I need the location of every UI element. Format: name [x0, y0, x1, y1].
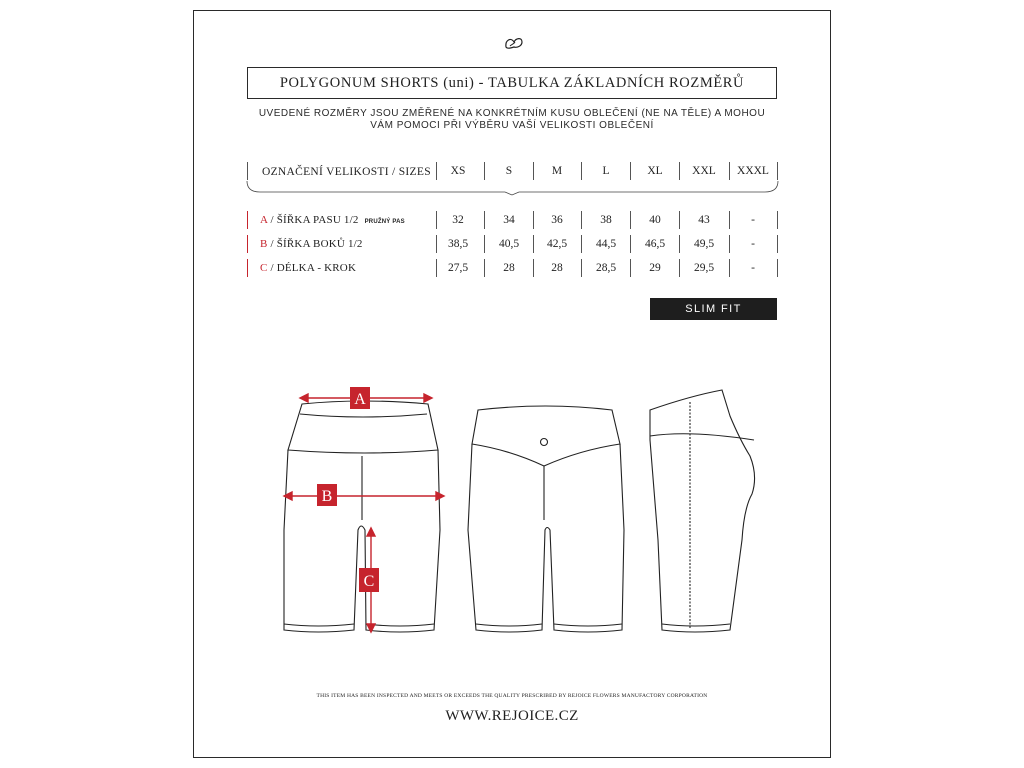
row-label-text: / DÉLKA - KROK — [267, 262, 357, 274]
row-letter: B — [260, 238, 268, 250]
table-cell: - — [751, 238, 755, 250]
table-cell: 34 — [503, 214, 515, 226]
website-link[interactable]: WWW.REJOICE.CZ — [445, 708, 579, 724]
subtitle-line-1: UVEDENÉ ROZMĚRY JSOU ZMĚŘENÉ NA KONKRÉTNÍM KUSU OBLEČENÍ (NE NA TĚLE) A MOHOU — [258, 108, 766, 119]
size-header-l: L — [602, 165, 610, 177]
subtitle-line-2: VÁM POMOCI PŘI VÝBĚRU VAŠÍ VELIKOSTI OBLEČENÍ — [370, 119, 654, 131]
table-cell: 36 — [551, 214, 563, 226]
table-cell: 32 — [452, 214, 464, 226]
table-cell: 40 — [649, 214, 661, 226]
size-header-label: OZNAČENÍ VELIKOSTI / SIZES — [262, 166, 431, 178]
size-header-xs: XS — [450, 165, 466, 177]
table-cell: - — [751, 262, 755, 274]
row-separator — [777, 259, 778, 277]
table-cell: - — [751, 214, 755, 226]
measure-b-arrow — [284, 492, 444, 500]
row-separator — [247, 211, 248, 229]
table-cell: 40,5 — [498, 238, 520, 250]
row-letter: A — [260, 214, 268, 226]
measure-a-label: A — [354, 391, 366, 408]
table-cell: 28 — [503, 262, 515, 274]
table-cell: 27,5 — [447, 262, 469, 274]
row-separator — [247, 259, 248, 277]
shorts-diagram — [270, 380, 790, 640]
table-cell: 29,5 — [693, 262, 715, 274]
table-cell: 28 — [551, 262, 563, 274]
page-title: POLYGONUM SHORTS (uni) - TABULKA ZÁKLADNÍCH ROZMĚRŮ — [247, 67, 777, 99]
row-note: PRUŽNÝ PAS — [364, 219, 405, 225]
table-cell: 28,5 — [595, 262, 617, 274]
fit-badge: SLIM FIT — [650, 298, 777, 320]
row-separator — [777, 235, 778, 253]
size-header-xxxl: XXXL — [737, 165, 769, 177]
row-label-text: / ŠÍŘKA PASU 1/2 — [267, 214, 359, 226]
measure-b-label: B — [321, 488, 333, 505]
row-separator — [247, 235, 248, 253]
table-cell: 43 — [698, 214, 710, 226]
size-header-xl: XL — [647, 165, 663, 177]
table-cell: 38 — [600, 214, 612, 226]
back-view-shorts — [468, 406, 624, 632]
leaf-logo-icon — [503, 33, 525, 51]
table-cell: 29 — [649, 262, 661, 274]
table-cell: 42,5 — [546, 238, 568, 250]
table-cell: 49,5 — [693, 238, 715, 250]
row-separator — [777, 211, 778, 229]
size-header-xxl: XXL — [692, 165, 716, 177]
subtitle — [240, 108, 784, 131]
quality-disclaimer: THIS ITEM HAS BEEN INSPECTED AND MEETS OR EXCEEDS THE QUALITY PRESCRIBED BY REJOICE FLOWERS MANUFACTORY CORPORATION — [316, 693, 708, 699]
header-separator — [247, 162, 248, 180]
table-cell: 46,5 — [644, 238, 666, 250]
header-separator — [777, 162, 778, 180]
row-label-b — [260, 238, 363, 250]
row-label-text: / ŠÍŘKA BOKŮ 1/2 — [267, 238, 363, 250]
row-label-c — [260, 262, 356, 274]
size-header-s: S — [505, 165, 513, 177]
table-cell: 38,5 — [447, 238, 469, 250]
size-header-m: M — [551, 165, 563, 177]
header-divider — [240, 180, 785, 196]
front-view-shorts — [284, 401, 440, 632]
measure-c-label: C — [363, 573, 375, 590]
row-letter: C — [260, 262, 268, 274]
side-view-shorts — [650, 390, 755, 632]
table-cell: 44,5 — [595, 238, 617, 250]
row-label-a — [260, 214, 405, 226]
